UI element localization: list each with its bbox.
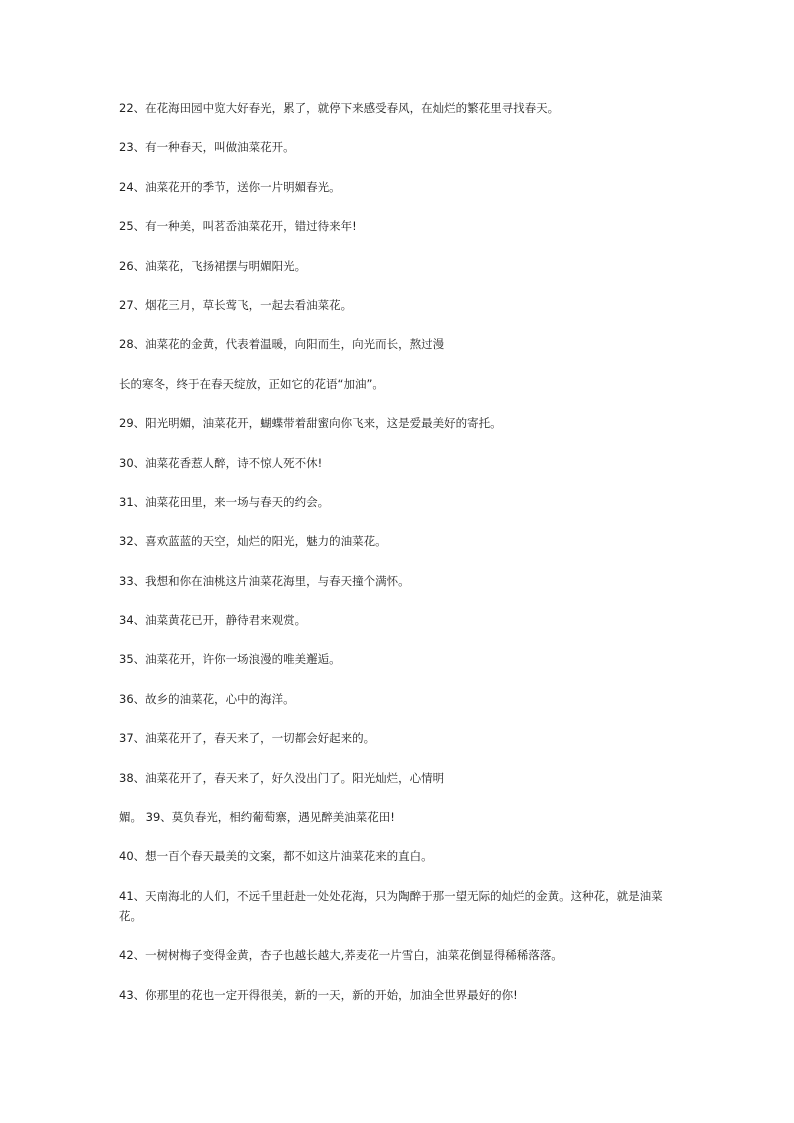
- paragraph-27: 27、烟花三月，草长莺飞，一起去看油菜花。: [119, 297, 353, 312]
- paragraph-37: 37、油菜花开了，春天来了，一切都会好起来的。: [119, 731, 376, 746]
- paragraph-22: 22、在花海田园中览大好春光，累了，就停下来感受春风，在灿烂的繁花里寻找春天。: [119, 101, 560, 115]
- paragraph-38-line-1: 38、油菜花开了，春天来了，好久没出门了。阳光灿烂，心情明: [119, 770, 445, 785]
- paragraph-25: 25、有一种美，叫茗岙油菜花开，错过待来年!: [119, 219, 357, 234]
- paragraph-43: 43、你那里的花也一定开得很美，新的一天，新的开始，加油全世界最好的你!: [119, 987, 518, 1002]
- paragraph-42: 42、一树树梅子变得金黄，杏子也越长越大,荞麦花一片雪白，油菜花倒显得稀稀落落。: [119, 948, 563, 963]
- paragraph-30: 30、油菜花香惹人醉，诗不惊人死不休!: [119, 455, 323, 470]
- paragraph-28-line-1: 28、油菜花的金黄，代表着温暖，向阳而生，向光而长，熬过漫: [119, 337, 445, 352]
- paragraph-33: 33、我想和你在油桃这片油菜花海里，与春天撞个满怀。: [119, 573, 410, 588]
- paragraph-32: 32、喜欢蓝蓝的天空，灿烂的阳光，魅力的油菜花。: [119, 534, 387, 549]
- paragraph-23: 23、有一种春天，叫做油菜花开。: [119, 140, 295, 155]
- paragraph-24: 24、油菜花开的季节，送你一片明媚春光。: [119, 179, 341, 194]
- paragraph-28-line-2: 长的寒冬，终于在春天绽放，正如它的花语“加油”。: [119, 376, 384, 391]
- paragraph-29: 29、阳光明媚，油菜花开，蝴蝶带着甜蜜向你飞来，这是爱最美好的寄托。: [119, 416, 502, 431]
- paragraph-38-39-line-2: 媚。 39、莫负春光，相约葡萄寨，遇见醉美油菜花田!: [119, 810, 395, 825]
- paragraph-31: 31、油菜花田里，来一场与春天的约会。: [119, 494, 330, 509]
- paragraph-26: 26、油菜花，飞扬裙摆与明媚阳光。: [119, 258, 307, 273]
- paragraph-36: 36、故乡的油菜花，心中的海洋。: [119, 691, 295, 706]
- paragraph-35: 35、油菜花开，许你一场浪漫的唯美邂逅。: [119, 652, 341, 667]
- document-body: [119, 98, 679, 1024]
- paragraph-40: 40、想一百个春天最美的文案，都不如这片油菜花来的直白。: [119, 849, 433, 864]
- paragraph-34: 34、油菜黄花已开，静待君来观赏。: [119, 613, 307, 628]
- paragraph-41: 41、天南海北的人们，不远千里赶赴一处处花海，只为陶醉于那一望无际的灿烂的金黄。这种花，就是油菜花。: [119, 888, 663, 923]
